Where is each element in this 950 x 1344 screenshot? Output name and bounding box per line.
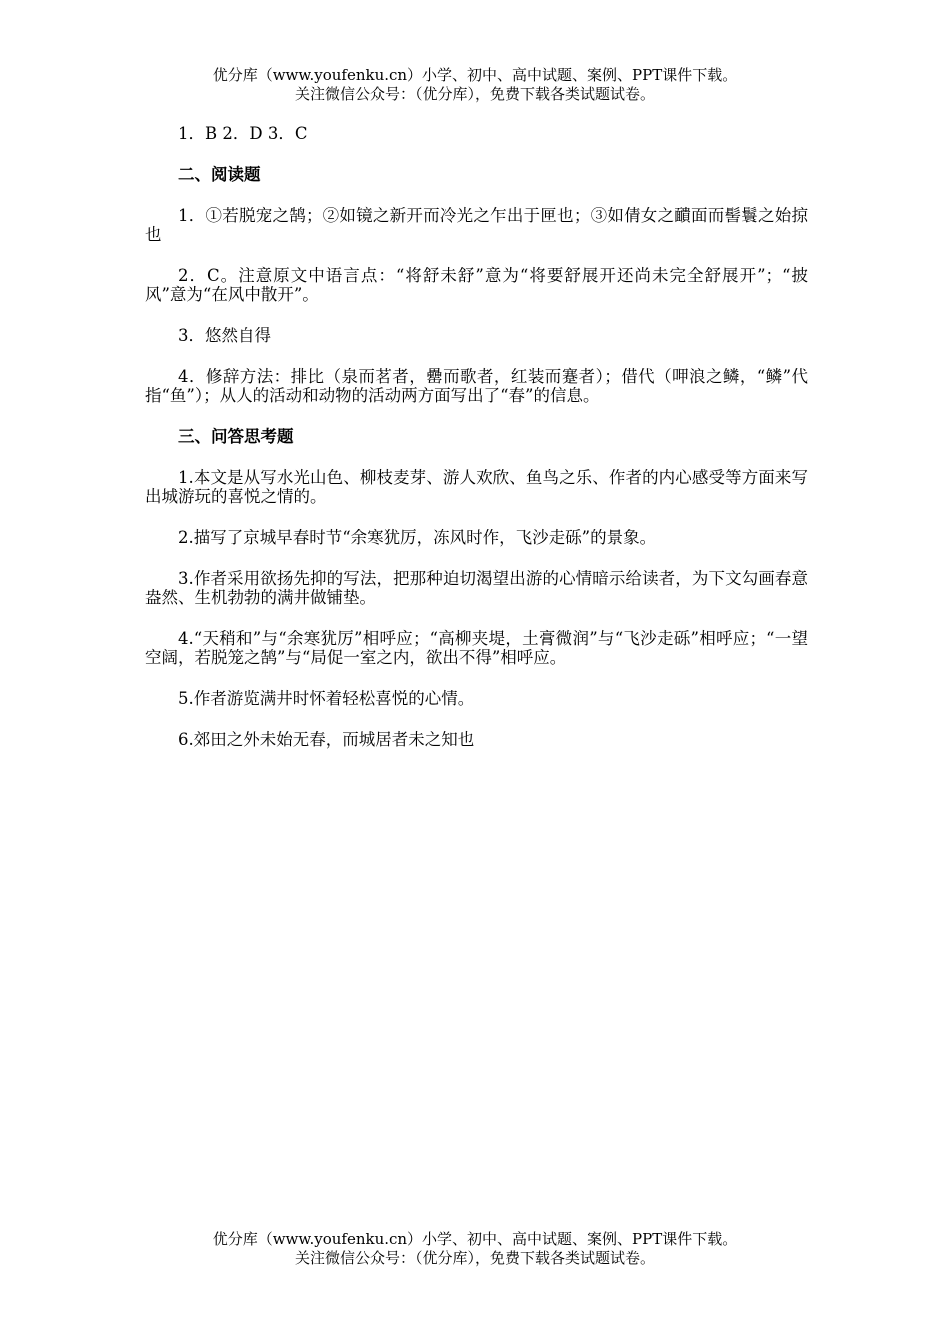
reading-answer-2: 2．C。注意原文中语言点：“将舒未舒”意为“将要舒展开还尚未完全舒展开”；“披风”意为“在风中散开”。 (145, 266, 808, 304)
reading-answer-1: 1．①若脱宠之鹄；②如镜之新开而冷光之乍出于匣也；③如倩女之靧面而髻鬟之始掠也 (145, 206, 808, 244)
section-heading-reading: 二、阅读题 (178, 165, 261, 184)
question-answer-4: 4.“天稍和”与“余寒犹厉”相呼应；“高柳夹堤，土膏微润”与“飞沙走砾”相呼应；“一望空阔，若脱笼之鹄”与“局促一室之内，欲出不得”相呼应。 (145, 629, 808, 667)
reading-answer-3: 3．悠然自得 (178, 326, 271, 345)
answers-line: 1．B 2．D 3．C (178, 124, 308, 143)
section-heading-questions: 三、问答思考题 (178, 427, 294, 446)
question-answer-3: 3.作者采用欲扬先抑的写法，把那种迫切渴望出游的心情暗示给读者，为下文勾画春意盎然、生机勃勃的满井做铺垫。 (145, 569, 808, 607)
page-header (0, 66, 950, 104)
reading-answer-4: 4．修辞方法：排比（泉而茗者，罍而歌者，红装而蹇者）；借代（呷浪之鳞，“鳞”代指“鱼”）；从人的活动和动物的活动两方面写出了“春”的信息。 (145, 367, 808, 405)
header-line-2: 关注微信公众号：（优分库），免费下载各类试题试卷。 (294, 85, 655, 103)
footer-line-2: 关注微信公众号：（优分库），免费下载各类试题试卷。 (294, 1249, 655, 1267)
document-body (145, 124, 808, 771)
question-answer-2: 2.描写了京城早春时节“余寒犹厉，冻风时作，飞沙走砾”的景象。 (178, 528, 657, 547)
question-answer-5: 5.作者游览满井时怀着轻松喜悦的心情。 (178, 689, 475, 708)
footer-line-1: 优分库（www.youfenku.cn）小学、初中、高中试题、案例、PPT课件下载。 (212, 1230, 738, 1248)
page-footer (0, 1230, 950, 1268)
question-answer-1: 1.本文是从写水光山色、柳枝麦芽、游人欢欣、鱼鸟之乐、作者的内心感受等方面来写出城游玩的喜悦之情的。 (145, 468, 808, 506)
header-line-1: 优分库（www.youfenku.cn）小学、初中、高中试题、案例、PPT课件下载。 (212, 66, 738, 84)
question-answer-6: 6.郊田之外未始无春，而城居者未之知也 (178, 730, 475, 749)
